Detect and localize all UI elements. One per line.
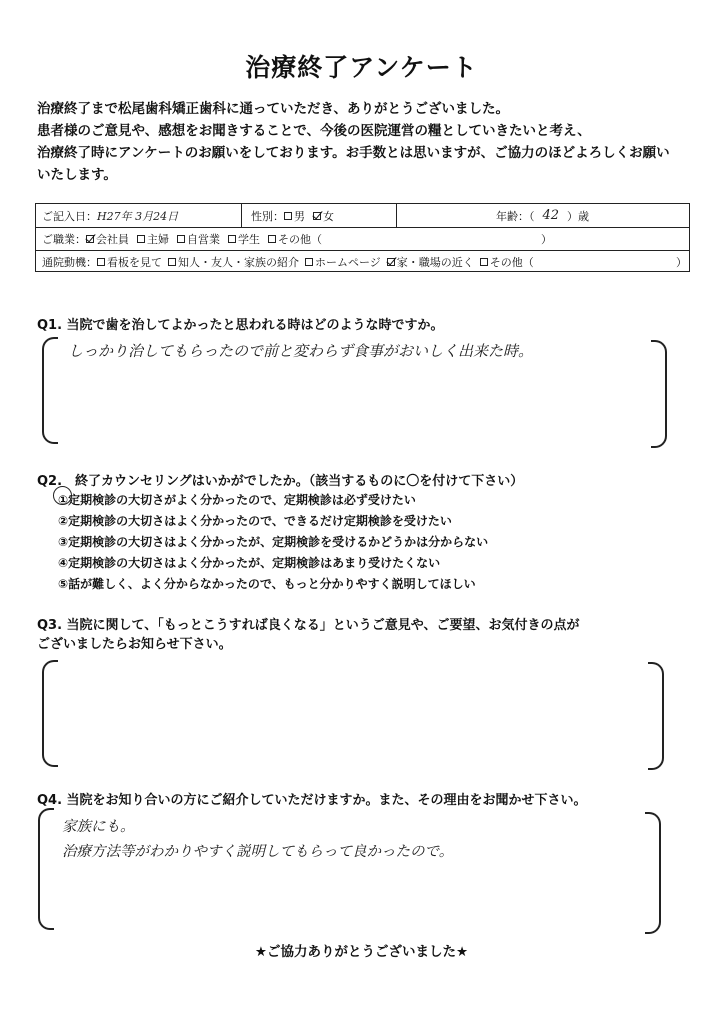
gender-cell [251, 204, 342, 227]
checkbox-icon[interactable] [228, 235, 236, 243]
occupation-option-label: 自営業 [187, 232, 220, 246]
date-field[interactable]: H27年 3月24日 [97, 209, 179, 223]
q2-question: Q2. 終了カウンセリングはいかがでしたか。（該当するものに〇を付けて下さい） [37, 474, 524, 489]
checkbox-checked-icon[interactable] [387, 258, 395, 266]
occupation-option-label: その他（ [278, 232, 322, 246]
checkbox-icon[interactable] [268, 235, 276, 243]
checkbox-icon[interactable] [97, 258, 105, 266]
occupation-option-other[interactable] [268, 231, 322, 247]
occupation-option-label: 主婦 [147, 232, 169, 246]
gender-option-female[interactable] [313, 208, 334, 224]
occupation-close: ） [541, 232, 552, 246]
info-row-date-gender-age [36, 204, 689, 228]
respondent-info-table [35, 203, 690, 272]
occupation-option-label: 学生 [238, 232, 260, 246]
age-suffix: ）歳 [567, 209, 590, 223]
q4-question: Q4. 当院をお知り合いの方にご紹介していただけますか。また、その理由をお聞かせ下さい。 [37, 793, 587, 808]
q4-answer-left-bracket [38, 808, 54, 930]
q2-option[interactable]: ①定期検診の大切さがよく分かったので、定期検診は必ず受けたい [58, 493, 416, 507]
motive-option-label: 看板を見て [107, 255, 162, 269]
motive-option-other[interactable] [480, 254, 534, 270]
occupation-label: ご職業： [42, 232, 86, 246]
q2-option[interactable]: ②定期検診の大切さはよく分かったので、できるだけ定期検診を受けたい [58, 514, 452, 528]
occupation-cell [42, 227, 330, 250]
gender-option-label: 女 [323, 209, 334, 223]
date-label: ご記入日： [42, 209, 97, 223]
page-title: 治療終了アンケート [245, 53, 478, 82]
q2-options-list [58, 490, 488, 595]
q3-question-line1: Q3. 当院に関して、「もっとこうすれば良くなる」というご意見や、ご要望、お気付きの点が [37, 618, 580, 633]
checkbox-icon[interactable] [305, 258, 313, 266]
q4-answer-line[interactable]: 治療方法等がわかりやすく説明してもらって良かったので。 [62, 844, 454, 860]
q1-answer-right-bracket [651, 340, 667, 448]
motive-cell [42, 250, 542, 273]
occupation-option-label: 会社員 [96, 232, 129, 246]
intro-text [37, 98, 677, 186]
motive-close: ） [676, 255, 687, 269]
q3-answer-left-bracket [42, 660, 58, 767]
motive-option-label: ホームページ [315, 255, 381, 269]
footer-thanks: ★ご協力ありがとうございました★ [254, 944, 469, 960]
checkbox-checked-icon[interactable] [313, 212, 321, 220]
q1-question: Q1. 当院で歯を治してよかったと思われる時はどのような時ですか。 [37, 318, 444, 333]
age-cell [496, 204, 589, 227]
gender-option-male[interactable] [284, 208, 305, 224]
divider [396, 204, 397, 227]
checkbox-icon[interactable] [177, 235, 185, 243]
motive-option-label: 知人・友人・家族の紹介 [178, 255, 299, 269]
motive-option-label: 家・職場の近く [396, 255, 474, 269]
checkbox-icon[interactable] [168, 258, 176, 266]
intro-line: いたします。 [37, 167, 117, 183]
checkbox-icon[interactable] [284, 212, 292, 220]
occupation-option[interactable] [86, 231, 129, 247]
occupation-option[interactable] [228, 231, 260, 247]
q1-answer-field[interactable]: しっかり治してもらったので前と変わらず食事がおいしく出来た時。 [68, 342, 534, 360]
occupation-option[interactable] [177, 231, 220, 247]
q2-option[interactable]: ⑤話が難しく、よく分からなかったので、もっと分かりやすく説明してほしい [58, 577, 476, 591]
date-cell [42, 204, 178, 227]
motive-option[interactable] [97, 254, 162, 270]
gender-label: 性別： [251, 209, 284, 223]
occupation-option[interactable] [137, 231, 169, 247]
q3-question-line2: ございましたらお知らせ下さい。 [37, 637, 232, 652]
q2-option[interactable]: ③定期検診の大切さはよく分かったが、定期検診を受けるかどうかは分からない [58, 535, 489, 549]
motive-option[interactable] [387, 254, 474, 270]
motive-option-label: その他（ [489, 255, 534, 269]
motive-option[interactable] [168, 254, 299, 270]
intro-line: 患者様のご意見や、感想をお聞きすることで、今後の医院運営の糧としていきたいと考え、 [37, 123, 591, 139]
motive-label: 通院動機： [42, 255, 97, 269]
age-field[interactable]: 42 [542, 208, 560, 223]
info-row-occupation [36, 227, 689, 251]
checkbox-icon[interactable] [480, 258, 488, 266]
age-label: 年齢：（ [496, 209, 535, 223]
motive-option[interactable] [305, 254, 381, 270]
q4-answer-right-bracket [645, 812, 661, 934]
gender-option-label: 男 [294, 209, 305, 223]
q2-option[interactable]: ④定期検診の大切さはよく分かったが、定期検診はあまり受けたくない [58, 556, 441, 570]
q1-answer-left-bracket [42, 337, 58, 444]
q4-answer-line[interactable]: 家族にも。 [62, 819, 135, 835]
q3-answer-right-bracket [648, 662, 664, 770]
divider [241, 204, 242, 227]
checkbox-icon[interactable] [137, 235, 145, 243]
intro-line: 治療終了時にアンケートのお願いをしております。お手数とは思いますが、ご協力のほどよろしくお願い [37, 145, 670, 161]
intro-line: 治療終了まで松尾歯科矯正歯科に通っていただき、ありがとうございました。 [37, 101, 509, 117]
checkbox-checked-icon[interactable] [86, 235, 94, 243]
info-row-motive [36, 250, 689, 273]
